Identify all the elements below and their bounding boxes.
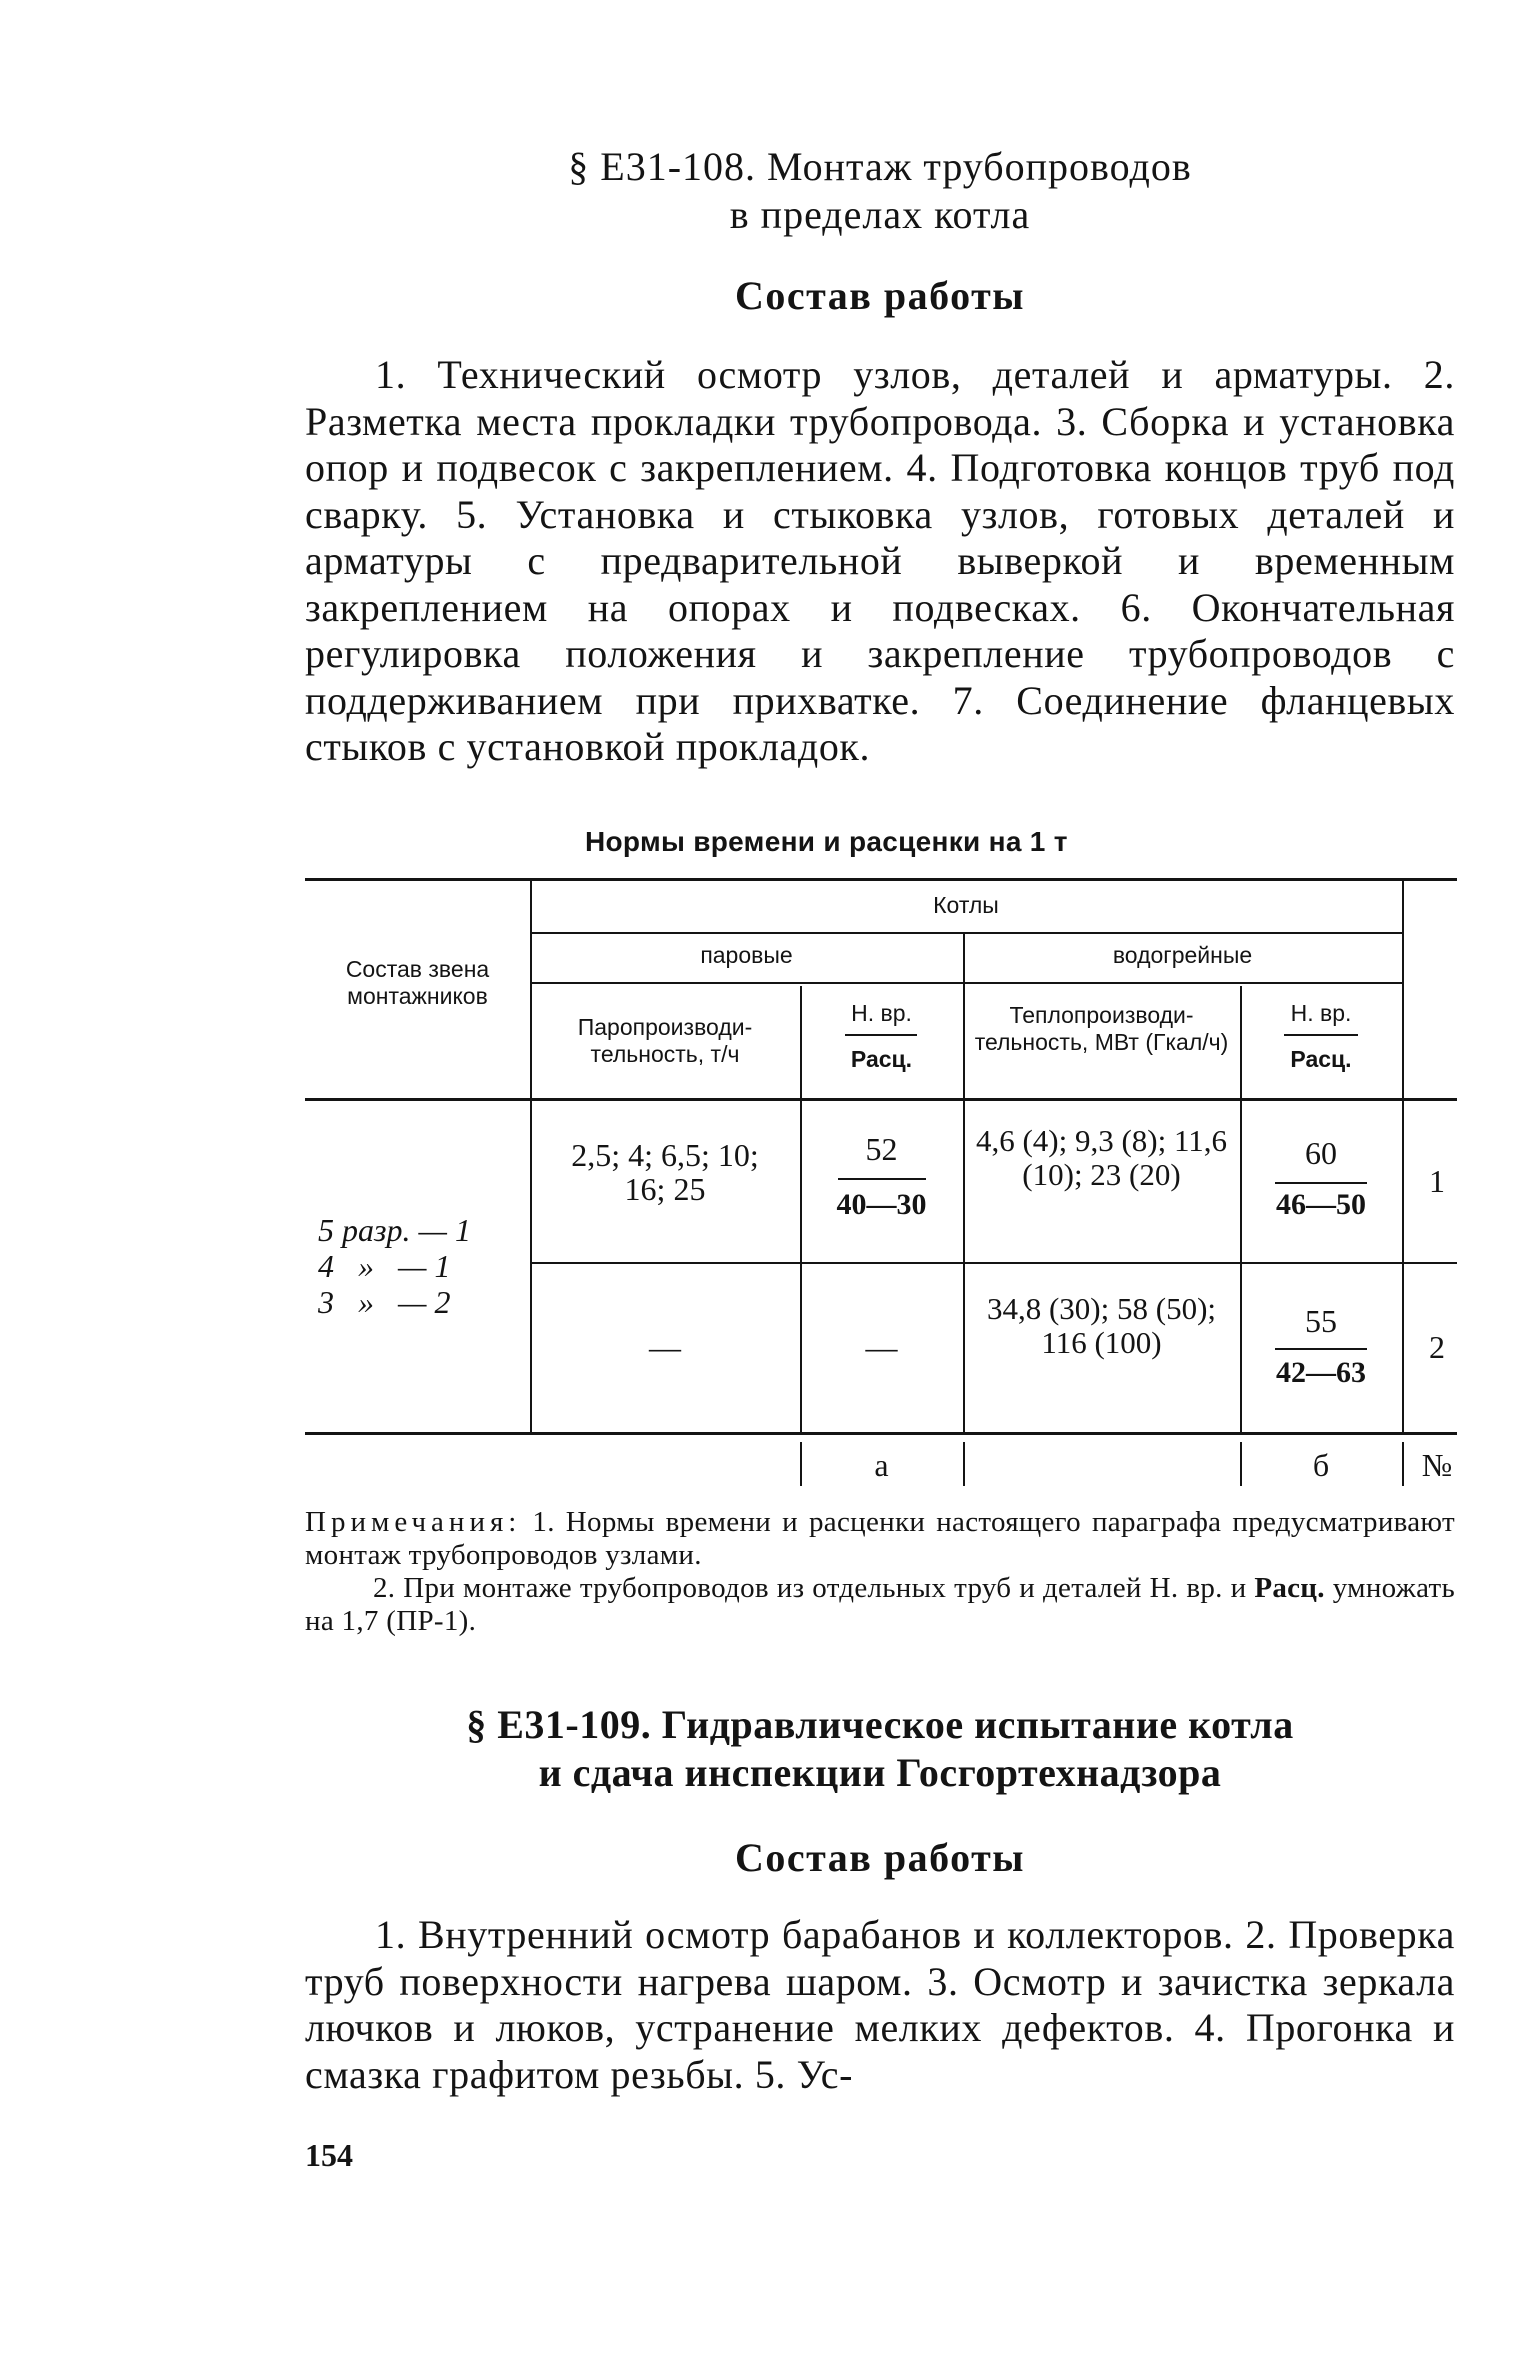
- row1-steam-capacity: 2,5; 4; 6,5; 10; 16; 25: [571, 1137, 759, 1207]
- section2-title-line1: § Е31-109. Гидравлическое испытание котла: [466, 1702, 1294, 1747]
- note-2-start: 2. При монтаже трубопроводов из отдельных труб и деталей Н. вр. и: [373, 1572, 1255, 1604]
- row2-steam-capacity: —: [649, 1329, 681, 1365]
- row2-hw-frac-bar: [1275, 1348, 1367, 1350]
- row1-hw-frac-bar: [1275, 1182, 1367, 1184]
- section2-subtitle: Состав работы: [735, 1835, 1025, 1880]
- crew-line: 3 » — 2: [318, 1284, 451, 1320]
- row2-steam-norm: —: [865, 1329, 898, 1365]
- section-title-line2: в пределах котла: [729, 192, 1031, 237]
- types-rule: [530, 982, 1402, 984]
- boilers-rule: [530, 932, 1402, 934]
- header-frac-bar-a: [845, 1034, 917, 1036]
- column-label-b: б: [1312, 1447, 1330, 1483]
- header-price-a: Расц.: [850, 1046, 913, 1072]
- header-bottom-rule: [305, 1098, 1457, 1101]
- header-boilers: Котлы: [933, 892, 999, 918]
- page-number: 154: [305, 2137, 353, 2173]
- header-norm-b: Н. вр.: [1290, 1000, 1352, 1026]
- row2-number: 2: [1429, 1329, 1445, 1365]
- section-title-line1: § Е31-108. Монтаж трубопроводов: [568, 144, 1192, 189]
- section2-description: [305, 1912, 1455, 2098]
- notes-label: Примечания:: [305, 1506, 522, 1538]
- row1-hw-norm: 60: [1305, 1135, 1337, 1171]
- col-line-mid: [963, 932, 965, 1432]
- header-frac-bar-b: [1284, 1034, 1358, 1036]
- row1-number: 1: [1429, 1163, 1445, 1199]
- crew-composition: [318, 1212, 471, 1320]
- crew-line: 4 » — 1: [318, 1248, 451, 1284]
- work-description: [305, 352, 1455, 771]
- row1-steam-frac-bar: [838, 1178, 926, 1180]
- table-bottom-rule: [305, 1432, 1457, 1435]
- header-crew: Состав звена монтажников: [345, 956, 490, 1009]
- work-description-text: 1. Технический осмотр узлов, деталей и арматуры. 2. Разметка места прокладки трубопровода. 3. Сборка и установка опор и подвесок с закреплением. 4. Подготовка концов труб под сварку. 5. Установка и стыковка узлов, готовых деталей и арматуры с предварительной выверкой и временным закреплением на опорах и подвесках. 6. Окончательная регулировка положения и закрепление трубопроводов с поддерживанием при прихватке. 7. Соединение фланцевых стыков с установкой прокладок.: [305, 352, 1455, 769]
- note-1: 1. Нормы времени и расценки настоящего параграфа предусматривают монтаж трубопроводов узлами.: [305, 1506, 1455, 1571]
- table-notes-2: [305, 1572, 1455, 1638]
- header-norm-a: Н. вр.: [851, 1000, 912, 1026]
- row1-steam-norm: 52: [865, 1131, 898, 1167]
- row-separator: [530, 1262, 1457, 1264]
- footer-tick-2: [963, 1442, 965, 1486]
- section-subtitle: Состав работы: [735, 273, 1025, 318]
- row2-hw-price: 42—63: [1276, 1356, 1366, 1389]
- column-label-a: а: [874, 1447, 889, 1483]
- header-steam-capacity: Паропроизводи-тельность, т/ч: [577, 1014, 753, 1067]
- row1-heat-capacity: 4,6 (4); 9,3 (8); 11,6 (10); 23 (20): [975, 1123, 1228, 1192]
- crew-line: 5 разр. — 1: [318, 1212, 471, 1248]
- row1-hw-price: 46—50: [1276, 1188, 1366, 1221]
- table-notes: [305, 1506, 1455, 1572]
- table-top-rule: [305, 878, 1457, 881]
- note-2-end: умножать на 1,7 (ПР-1).: [305, 1572, 1455, 1637]
- table-caption: Нормы времени и расценки на 1 т: [585, 826, 1068, 857]
- section2-description-text: 1. Внутренний осмотр барабанов и коллекторов. 2. Проверка труб поверхности нагрева шаром. 3. Осмотр и зачистка зеркала лючков и люков, устранение мелких дефектов. 4. Прогонка и смазка графитом резьбы. 5. Ус-: [305, 1912, 1455, 2097]
- header-hot-water: водогрейные: [1112, 942, 1253, 968]
- header-heat-capacity: Теплопроизводи-тельность, МВт (Гкал/ч): [974, 1002, 1229, 1055]
- row1-steam-price: 40—30: [836, 1188, 927, 1221]
- note-2-bold: Расц.: [1254, 1572, 1325, 1604]
- header-steam: паровые: [700, 942, 793, 968]
- row2-hw-norm: 55: [1305, 1303, 1337, 1339]
- header-price-b: Расц.: [1290, 1046, 1352, 1072]
- column-label-number: №: [1421, 1447, 1453, 1483]
- section2-title-line2: и сдача инспекции Госгортехнадзора: [538, 1750, 1222, 1795]
- row2-heat-capacity: 34,8 (30); 58 (50); 116 (100): [986, 1291, 1217, 1360]
